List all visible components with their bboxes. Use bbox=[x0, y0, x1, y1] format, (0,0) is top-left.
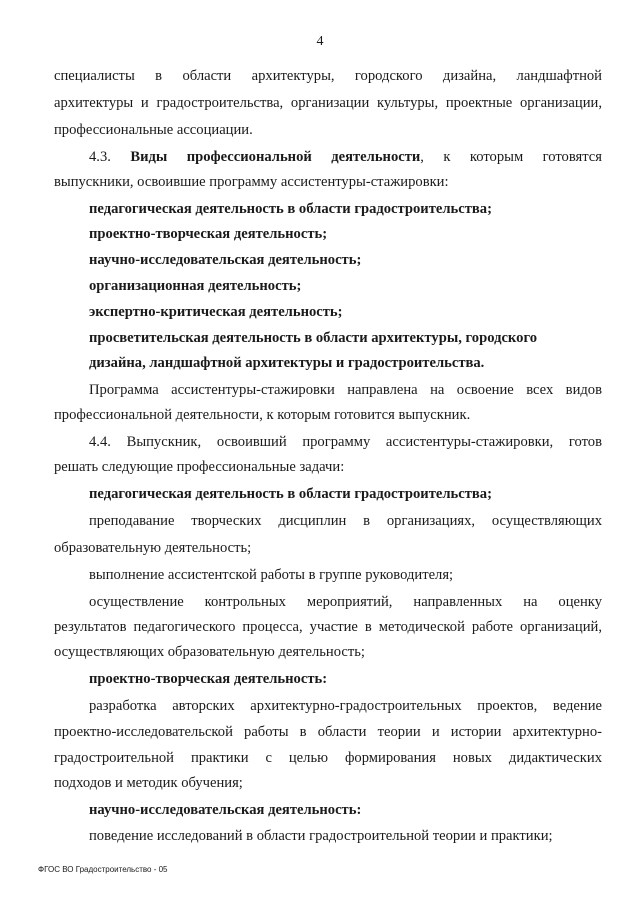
text-line: подходов и методик обучения; bbox=[54, 775, 243, 791]
section-title: Виды профессиональной деятельности bbox=[130, 149, 421, 165]
section-heading-4-4: 4.4. Выпускник, освоивший программу ассистентуры-стажировки, готов bbox=[89, 434, 602, 450]
footer: ФГОС ВО Градостроительство - 05 bbox=[38, 865, 168, 874]
text-line: проектно-исследовательской работы в области теории и истории архитектурно- bbox=[54, 724, 602, 740]
list-item: просветительская деятельность в области архитектуры, городского bbox=[89, 330, 538, 346]
list-item: организационная деятельность; bbox=[89, 278, 302, 294]
text-line: образовательную деятельность; bbox=[54, 540, 252, 556]
section-number: 4.3. bbox=[89, 149, 111, 165]
text-line: профессиональной деятельности, к которым готовится выпускник. bbox=[54, 407, 471, 423]
list-item: дизайна, ландшафтной архитектуры и градостроительства. bbox=[89, 355, 485, 371]
text-line: преподавание творческих дисциплин в организациях, осуществляющих bbox=[89, 513, 602, 529]
text-line: профессиональные ассоциации. bbox=[54, 122, 253, 138]
text-line: специалисты в области архитектуры, городского дизайна, ландшафтной bbox=[54, 68, 602, 84]
text-line: градостроительной практики с целью формирования новых дидактических bbox=[54, 750, 602, 766]
text-line: решать следующие профессиональные задачи: bbox=[54, 459, 345, 475]
text-line: поведение исследований в области градостроительной теории и практики; bbox=[89, 828, 553, 844]
text-line: Программа ассистентуры-стажировки направлена на освоение всех видов bbox=[89, 382, 602, 398]
text-line: осуществляющих образовательную деятельность; bbox=[54, 644, 365, 660]
text-line: разработка авторских архитектурно-градостроительных проектов, ведение bbox=[89, 698, 602, 714]
text-line: осуществление контрольных мероприятий, направленных на оценку bbox=[89, 594, 602, 610]
task-heading: научно-исследовательская деятельность: bbox=[89, 802, 362, 818]
section-heading-4-3 bbox=[89, 149, 602, 166]
list-item: педагогическая деятельность в области градостроительства; bbox=[89, 201, 492, 217]
task-heading: педагогическая деятельность в области градостроительства; bbox=[89, 486, 492, 502]
section-title-rest: , к которым готовятся bbox=[420, 149, 602, 165]
page-number: 4 bbox=[316, 34, 324, 49]
list-item: проектно-творческая деятельность; bbox=[89, 226, 328, 242]
task-heading: проектно-творческая деятельность: bbox=[89, 671, 328, 687]
text-line: выполнение ассистентской работы в группе руководителя; bbox=[89, 567, 454, 583]
text-line: выпускники, освоившие программу ассистентуры-стажировки: bbox=[54, 174, 449, 190]
text-line: результатов педагогического процесса, участие в методической работе организаций, bbox=[54, 619, 602, 635]
list-item: экспертно-критическая деятельность; bbox=[89, 304, 343, 320]
list-item: научно-исследовательская деятельность; bbox=[89, 252, 362, 268]
text-line: архитектуры и градостроительства, организации культуры, проектные организации, bbox=[54, 95, 602, 111]
